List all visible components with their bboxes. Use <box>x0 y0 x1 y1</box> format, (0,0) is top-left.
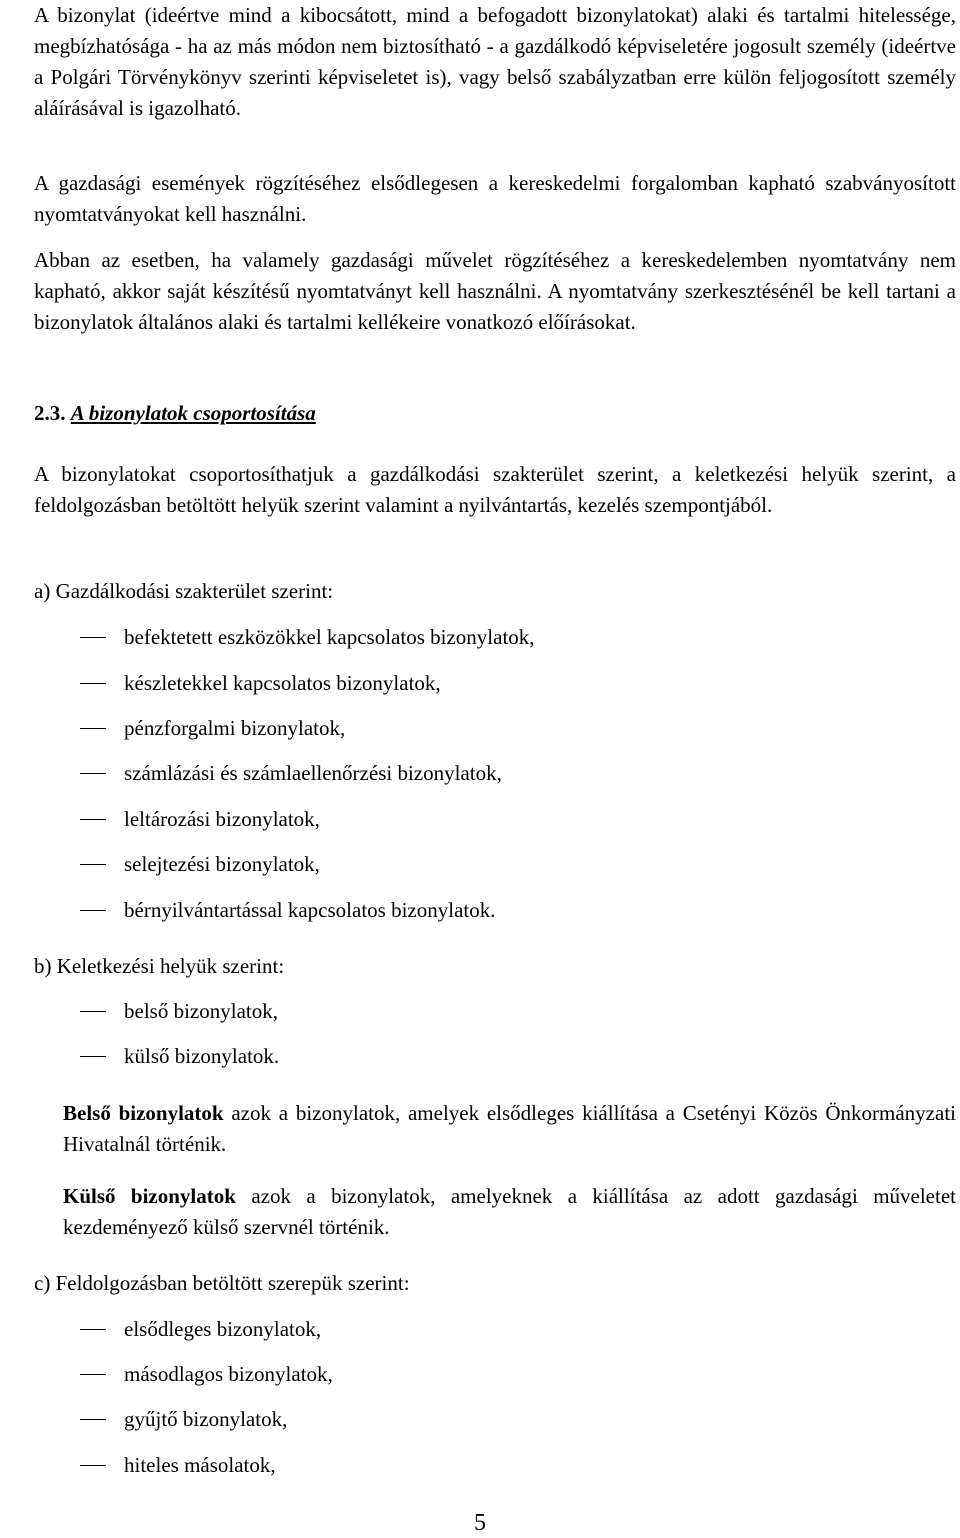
dash-bullet <box>80 1419 106 1420</box>
paragraph-own-forms: Abban az esetben, ha valamely gazdasági művelet rögzítéséhez a kereskedelemben nyomtatvány nem kapható, akkor saját készítésű nyomtatványt kell használni. A nyomtatvány szerkesztésénél be kell tartani a bizonylatok általános alaki és tartalmi kellékeire vonatkozó előírásokat. <box>34 248 956 334</box>
list-item: számlázási és számlaellenőrzési bizonylatok, <box>80 758 502 789</box>
section-heading <box>34 398 316 429</box>
dash-bullet <box>80 683 106 684</box>
list-item: elsődleges bizonylatok, <box>80 1314 321 1345</box>
list-item: gyűjtő bizonylatok, <box>80 1404 287 1435</box>
dash-bullet <box>80 1329 106 1330</box>
list-item: pénzforgalmi bizonylatok, <box>80 713 345 744</box>
group-b-label: b) Keletkezési helyük szerint: <box>34 954 285 978</box>
list-item: hiteles másolatok, <box>80 1450 276 1481</box>
list-item: másodlagos bizonylatok, <box>80 1359 333 1390</box>
paragraph-authenticity: A bizonylat (ideértve mind a kibocsátott, mind a befogadott bizonylatokat) alaki és tartalmi hitelessége, megbízhatósága - ha az más módon nem biztosítható - a gazdálkodó képviseletére jogosult személy (ideértve a Polgári Törvénykönyv szerinti képviseletet is), vagy belső szabályzatban erre külön feljogosított személy aláírásával is igazolható. <box>34 3 956 120</box>
section-number: 2.3. <box>34 401 66 425</box>
dash-bullet <box>80 637 106 638</box>
dash-bullet <box>80 864 106 865</box>
dash-bullet <box>80 1465 106 1466</box>
dash-bullet <box>80 773 106 774</box>
paragraph-internal-documents: Belső bizonylatok azok a bizonylatok, amelyek elsődleges kiállítása a Csetényi Közös Önkormányzati Hivatalnál történik. <box>63 1101 956 1156</box>
paragraph-external-documents: Külső bizonylatok azok a bizonylatok, amelyeknek a kiállítása az adott gazdasági műveletet kezdeményező külső szervnél történik. <box>63 1184 956 1239</box>
paragraph-standard-forms: A gazdasági események rögzítéséhez elsődlegesen a kereskedelmi forgalomban kapható szabványosított nyomtatványokat kell használni. <box>34 171 956 226</box>
paragraph-section-intro: A bizonylatokat csoportosíthatjuk a gazdálkodási szakterület szerint, a keletkezési helyük szerint, a feldolgozásban betöltött helyük szerint valamint a nyilvántartás, kezelés szempontjából. <box>34 462 956 517</box>
term-kulso: Külső bizonylatok <box>63 1184 236 1208</box>
list-item: készletekkel kapcsolatos bizonylatok, <box>80 668 441 699</box>
list-item: leltározási bizonylatok, <box>80 804 320 835</box>
dash-bullet <box>80 1056 106 1057</box>
dash-bullet <box>80 819 106 820</box>
group-a-label: a) Gazdálkodási szakterület szerint: <box>34 579 334 603</box>
dash-bullet <box>80 1011 106 1012</box>
dash-bullet <box>80 728 106 729</box>
page-number: 5 <box>474 1510 486 1536</box>
group-c-label: c) Feldolgozásban betöltött szerepük szerint: <box>34 1271 410 1295</box>
list-item: belső bizonylatok, <box>80 996 278 1027</box>
list-item: selejtezési bizonylatok, <box>80 849 320 880</box>
dash-bullet <box>80 910 106 911</box>
list-item: befektetett eszközökkel kapcsolatos bizonylatok, <box>80 622 535 653</box>
dash-bullet <box>80 1374 106 1375</box>
section-title: A bizonylatok csoportosítása <box>70 401 316 425</box>
list-item: külső bizonylatok. <box>80 1041 279 1072</box>
list-item: bérnyilvántartással kapcsolatos bizonylatok. <box>80 895 495 926</box>
term-belso: Belső bizonylatok <box>63 1101 224 1125</box>
